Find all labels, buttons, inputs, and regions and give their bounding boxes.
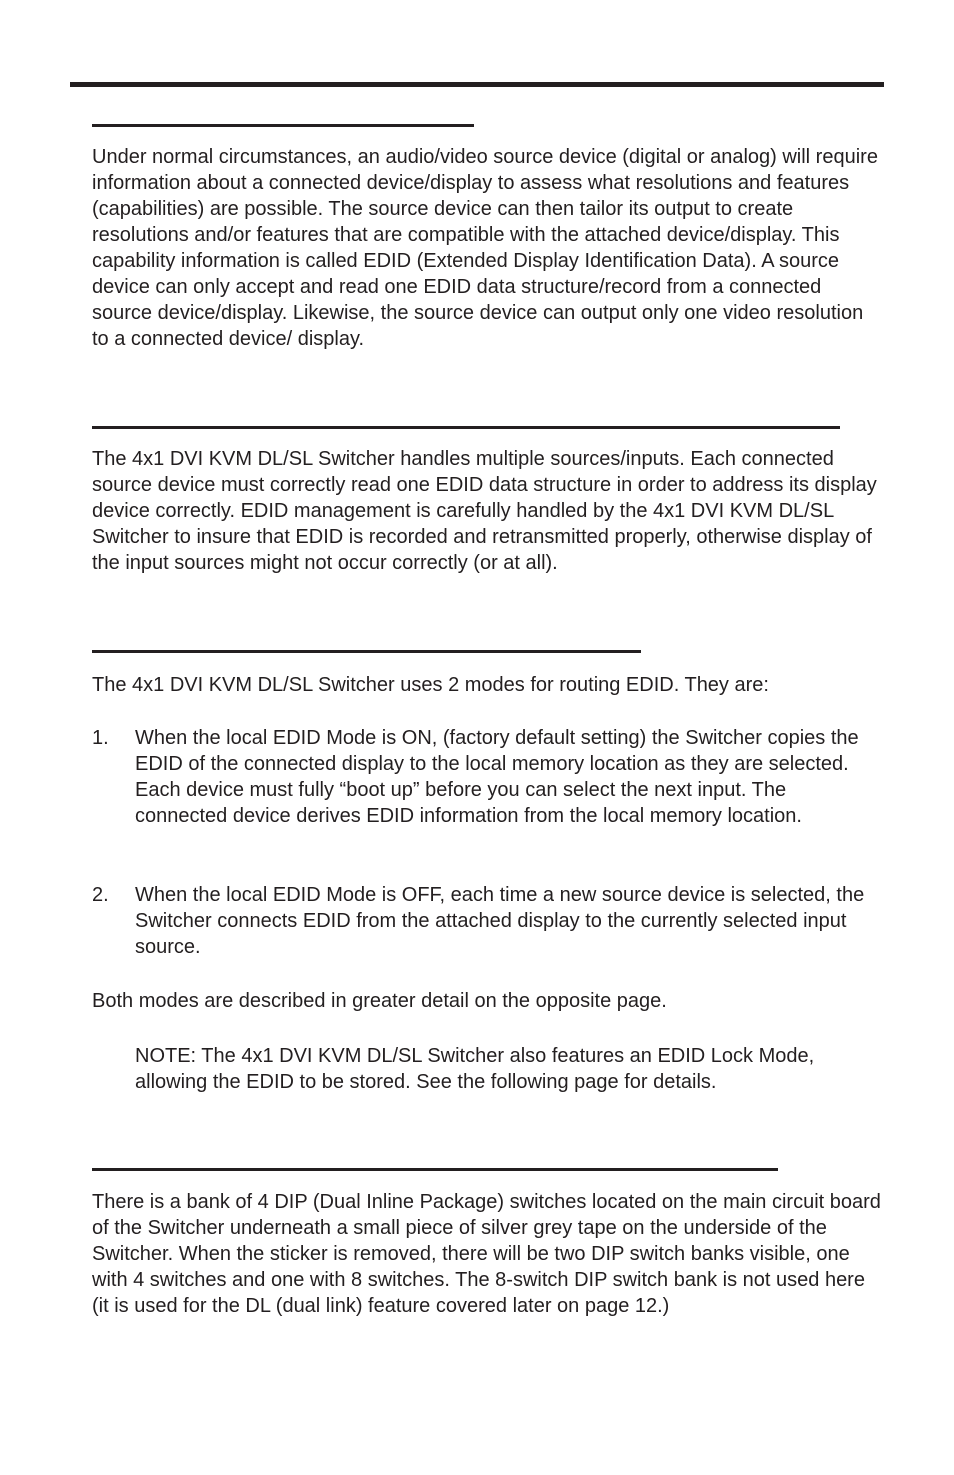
section-1-paragraph: Under normal circumstances, an audio/video source device (digital or analog) will require information about a connected device/display to assess what resolutions and features (capabilities) are possible. The source device can then tailor its output to create resolutions and/or features that are compatible with the attached device/display. This capability information is called EDID (Extended Display Identification Data). A source device can only accept and read one EDID data structure/record from a connected source device/display. Likewise, the source device can output only one video resolution to a connected device/ display. [92,146,878,350]
section-2-paragraph: The 4x1 DVI KVM DL/SL Switcher handles multiple sources/inputs. Each connected source device must correctly read one EDID data structure in order to address its display device correctly. EDID management is carefully handled by the 4x1 DVI KVM DL/SL Switcher to insure that EDID is recorded and retransmitted properly, otherwise display of the input sources might not occur correctly (or at all). [92,448,877,574]
section-3-intro: The 4x1 DVI KVM DL/SL Switcher uses 2 modes for routing EDID. They are: [92,674,769,696]
edid-lock-note: NOTE: The 4x1 DVI KVM DL/SL Switcher also features an EDID Lock Mode, allowing the EDID to be stored. See the following page for details. [135,1045,815,1093]
section-4-heading-rule [92,1168,778,1171]
section-1-heading-rule [92,124,474,127]
section-4-paragraph: There is a bank of 4 DIP (Dual Inline Package) switches located on the main circuit board of the Switcher underneath a small piece of silver grey tape on the underside of the Switcher. When the sticker is removed, there will be two DIP switch banks visible, one with 4 switches and one with 8 switches. The 8-switch DIP switch bank is not used here (it is used for the DL (dual link) feature covered later on page 12.) [92,1191,881,1317]
list-item-number: 1. [92,727,109,749]
list-item-text: When the local EDID Mode is OFF, each time a new source device is selected, the Switcher connects EDID from the attached display to the currently selected input source. [135,884,865,958]
list-item [92,725,872,829]
page-top-rule [70,82,884,87]
section-3-closing: Both modes are described in greater detail on the opposite page. [92,990,667,1012]
list-item [92,882,872,960]
list-item-number: 2. [92,884,109,906]
section-2-heading-rule [92,426,840,429]
section-3-heading-rule [92,650,641,653]
list-item-text: When the local EDID Mode is ON, (factory default setting) the Switcher copies the EDID of the connected display to the local memory location as they are selected. Each device must fully “boot up” before you can select the next input. The connected device derives EDID information from the local memory location. [135,727,859,827]
